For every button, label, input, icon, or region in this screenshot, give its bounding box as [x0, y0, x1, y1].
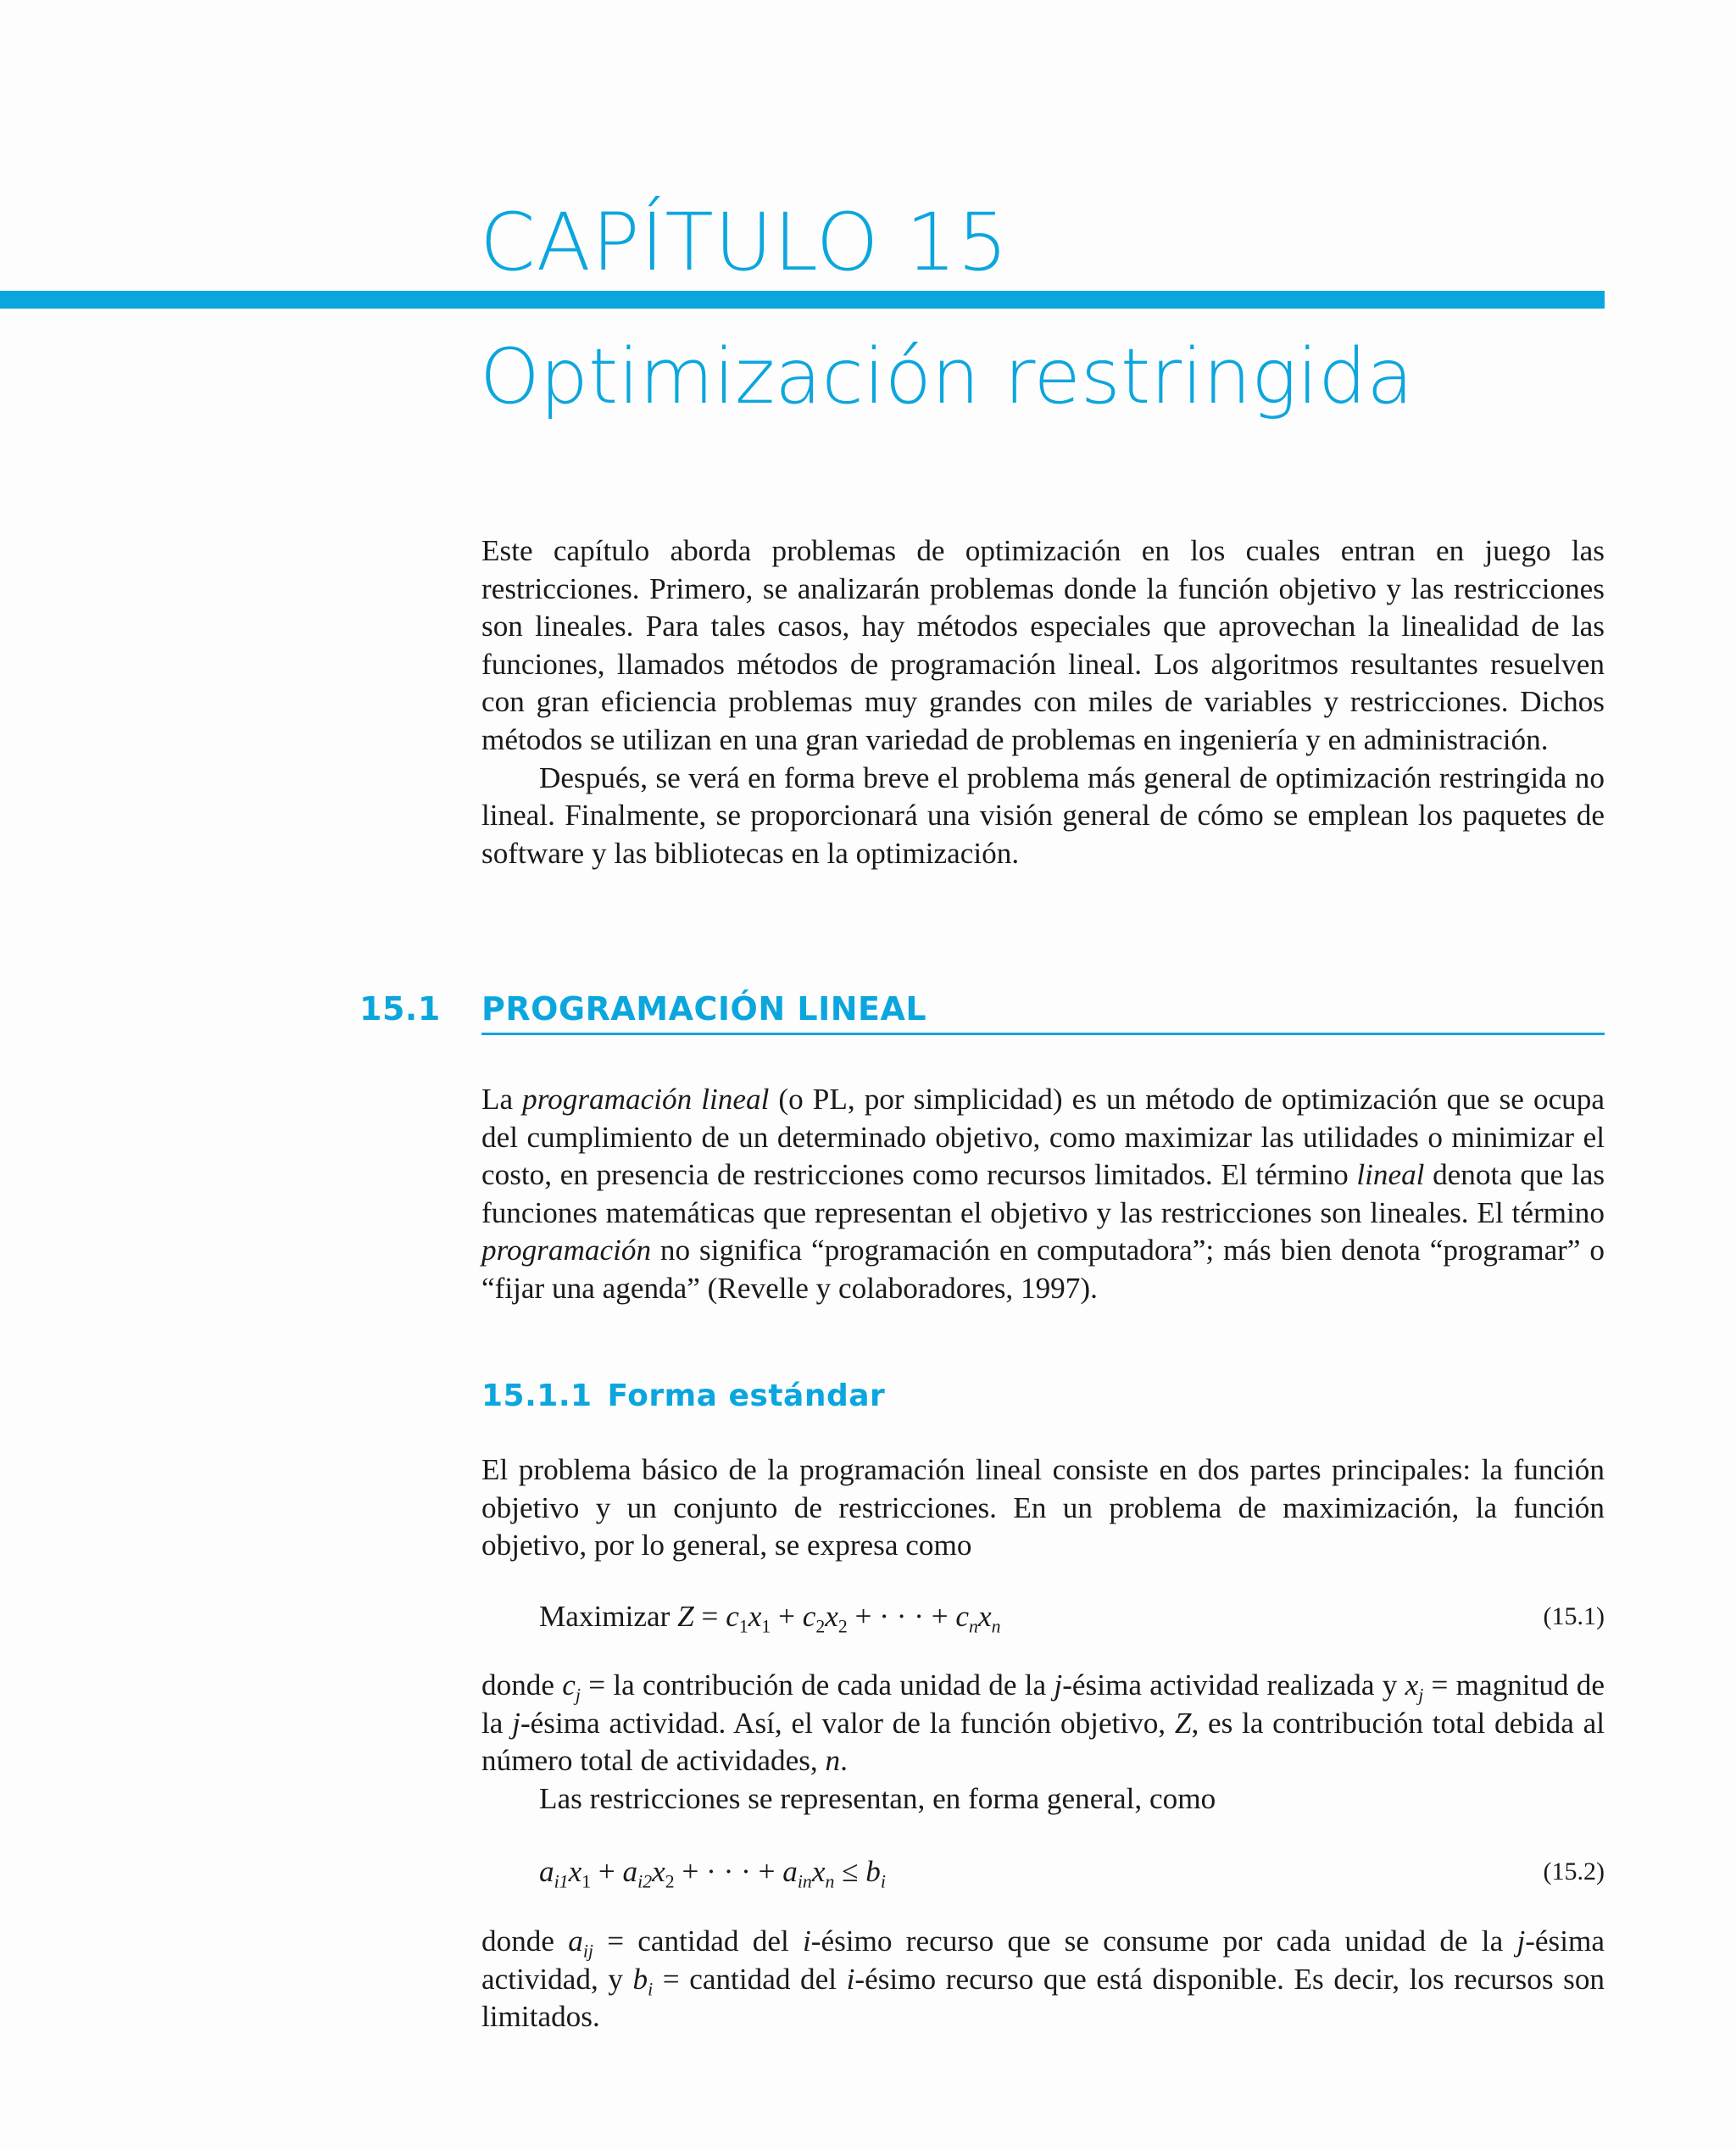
- subsection-heading: [481, 1379, 885, 1413]
- intro-text: [481, 532, 1605, 872]
- chapter-divider-bar: [0, 291, 1605, 309]
- subsection-paragraph-3: Las restricciones se representan, en forma general, como: [539, 1781, 1216, 1815]
- equation-15-2-number: (15.2): [1543, 1858, 1605, 1885]
- subsection-number: 15.1.1: [481, 1379, 593, 1413]
- intro-paragraph-1: Este capítulo aborda problemas de optimización en los cuales entran en juego las restricciones. Primero, se analizarán problemas donde la función objetivo y las restricciones son lineales. Para tales casos, hay métodos especiales que aprovechan la linealidad de las funciones, llamados métodos de programación lineal. Los algoritmos resultantes resuelven con gran eficiencia problemas muy grandes con miles de variables y restricciones. Dichos métodos se utilizan en una gran variedad de problemas en ingeniería y en administración.: [481, 534, 1605, 756]
- intro-paragraph-2: Después, se verá en forma breve el problema más general de optimización restringida no lineal. Finalmente, se proporcionará una visión general de cómo se emplean los paquetes de software y las bibliotecas en la optimización.: [481, 760, 1605, 870]
- term-lineal: lineal: [1356, 1158, 1425, 1192]
- term-programacion-lineal: programación lineal: [522, 1083, 770, 1116]
- section-paragraph-1: La programación lineal (o PL, por simplicidad) es un método de optimización que se ocupa del cumplimiento de un determinado objetivo, como maximizar las utilidades o minimizar el costo, en presencia de restricciones como recursos limitados. El término lineal denota que las funciones matemáticas que representan el objetivo y las restricciones son lineales. El término programación no significa “programación en computadora”; más bien denota “programar” o “fijar una agenda” (Revelle y colaboradores, 1997).: [481, 1083, 1605, 1305]
- equation-15-2-expression: $a_{i1}x_1 + a_{i2}x_2$ + · · · + $a_{in}x_n \le b_i$: [539, 1855, 886, 1892]
- subsection-paragraph-4: donde $a_{ij}$ = cantidad del i-ésimo recurso que se consume por cada unidad de la j-ésima actividad, y $b_i$ = cantidad del i-ésimo recurso que está disponible. Es decir, los recursos son limitados.: [481, 1924, 1605, 2034]
- term-programacion: programación: [481, 1234, 652, 1267]
- chapter-title: Optimización restringida: [480, 332, 1414, 421]
- equation-15-1: [481, 1598, 1605, 1635]
- section-title: PROGRAMACIÓN LINEAL: [481, 990, 927, 1028]
- section-number: 15.1: [359, 990, 441, 1028]
- equation-15-1-number: (15.1): [1543, 1602, 1605, 1630]
- section-underline: [481, 1033, 1605, 1035]
- chapter-label: CAPÍTULO 15: [480, 197, 1010, 289]
- subsection-title: Forma estándar: [607, 1379, 886, 1413]
- subsection-paragraph-2: donde $c_j$ = la contribución de cada unidad de la j-ésima actividad realizada y $x_j$ = magnitud de la j-ésima actividad. Así, el valor de la función objetivo, Z, es la contribución total debida al número total de actividades, n. Las restricciones se representan, en forma general, como: [481, 1667, 1605, 1818]
- equation-15-2: [481, 1853, 1605, 1891]
- subsection-paragraph-1: El problema básico de la programación lineal consiste en dos partes principales: la función objetivo y un conjunto de restricciones. En un problema de maximización, la función objetivo, por lo general, se expresa como: [481, 1453, 1605, 1562]
- equation-15-1-expression: Maximizar $Z = c_1x_1 + c_2x_2$ + · · · + $c_nx_n$: [539, 1600, 1001, 1637]
